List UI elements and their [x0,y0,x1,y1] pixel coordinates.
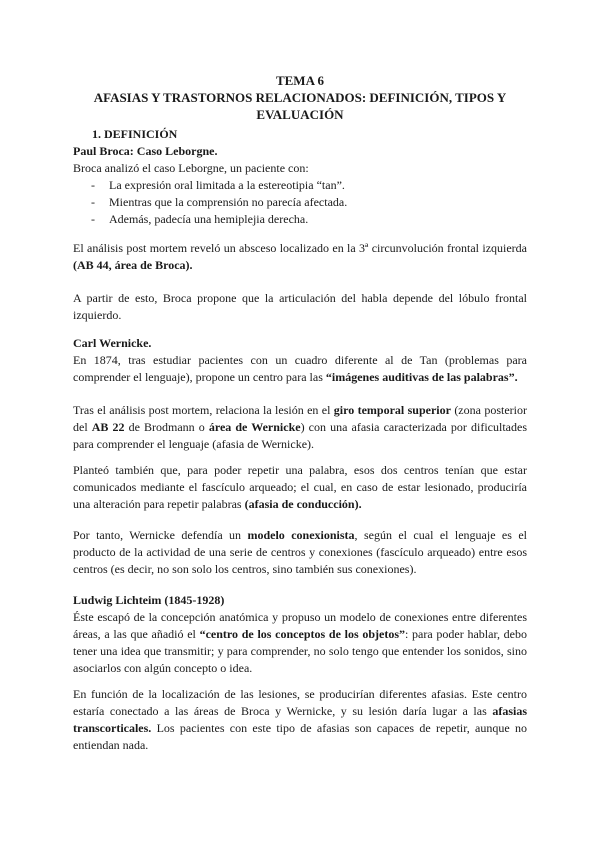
broca-bullet-list [91,177,527,228]
document-title [73,72,527,123]
section-heading-definicion: 1. DEFINICIÓN [92,127,178,141]
broca-area-term: (AB 44, área de Broca). [73,258,193,272]
lichteim-heading: Ludwig Lichteim (1845-1928) [73,593,225,607]
title-line-2: EVALUACIÓN [256,107,344,122]
imagenes-auditivas-term: “imágenes auditivas de las palabras”. [325,370,518,384]
afasias-transcorticales-term: afasias transcorticales. [73,704,527,735]
list-item: - Mientras que la comprensión no parecía afectada. [91,194,527,211]
wernicke-paragraph-4: Por tanto, Wernicke defendía un modelo conexionista, según el cual el lenguaje es el producto de la actividad de una serie de centros y conexiones (fascículo arqueado) entre esos centros (es decir, no son solo los centros, sino también sus conexiones). [73,528,527,576]
list-item: - La expresión oral limitada a la estereotipia “tan”. [91,177,527,194]
broca-paragraph-1: El análisis post mortem reveló un absceso localizado en la 3ª circunvolución frontal izquierda (AB 44, área de Broca). [73,241,527,272]
broca-paragraph-2: A partir de esto, Broca propone que la articulación del habla depende del lóbulo frontal izquierdo. [73,291,527,322]
title-line-1: AFASIAS Y TRASTORNOS RELACIONADOS: DEFINICIÓN, TIPOS Y [93,90,507,105]
centro-conceptos-term: “centro de los conceptos de los objetos” [199,627,405,641]
modelo-conexionista-term: modelo conexionista [247,528,355,542]
wernicke-paragraph-3: Planteó también que, para poder repetir una palabra, esos dos centros tenían que estar comunicados mediante el fascículo arqueado; el cual, en caso de estar lesionado, produciría una alteración para repetir palabras (afasia de conducción). [73,463,527,511]
wernicke-paragraph-1: En 1874, tras estudiar pacientes con un cuadro diferente al de Tan (problemas para comprender el lenguaje), propone un centro para las “imágenes auditivas de las palabras”. [73,353,527,384]
afasia-conduccion-term: (afasia de conducción). [244,497,362,511]
wernicke-paragraph-2: Tras el análisis post mortem, relaciona la lesión en el giro temporal superior (zona posterior del AB 22 de Brodmann o área de Wernicke) con una afasia caracterizada por dificultades para comprender el lenguaje (afasia de Wernicke). [73,403,527,451]
wernicke-heading: Carl Wernicke. [73,336,152,350]
broca-heading: Paul Broca: Caso Leborgne. [73,144,218,158]
tema-label: TEMA 6 [275,73,325,88]
list-item: - Además, padecía una hemiplejia derecha. [91,211,527,228]
broca-intro: Broca analizó el caso Leborgne, un paciente con: [73,161,309,175]
lichteim-paragraph-2: En función de la localización de las lesiones, se producirían diferentes afasias. Este centro estaría conectado a las áreas de Broca y Wernicke, y su lesión daría lugar a las afasias transcorticales. Los pacientes con este tipo de afasias son capaces de repetir, aunque no entiendan nada. [73,687,527,752]
lichteim-paragraph-1: Éste escapó de la concepción anatómica y propuso un modelo de conexiones entre diferentes áreas, a las que añadió el “centro de los conceptos de los objetos”: para poder hablar, debo tener una idea que transmitir; y para comprender, no solo tengo que entender los sonidos, sino asociarlos con algún concepto o idea. [73,610,528,675]
